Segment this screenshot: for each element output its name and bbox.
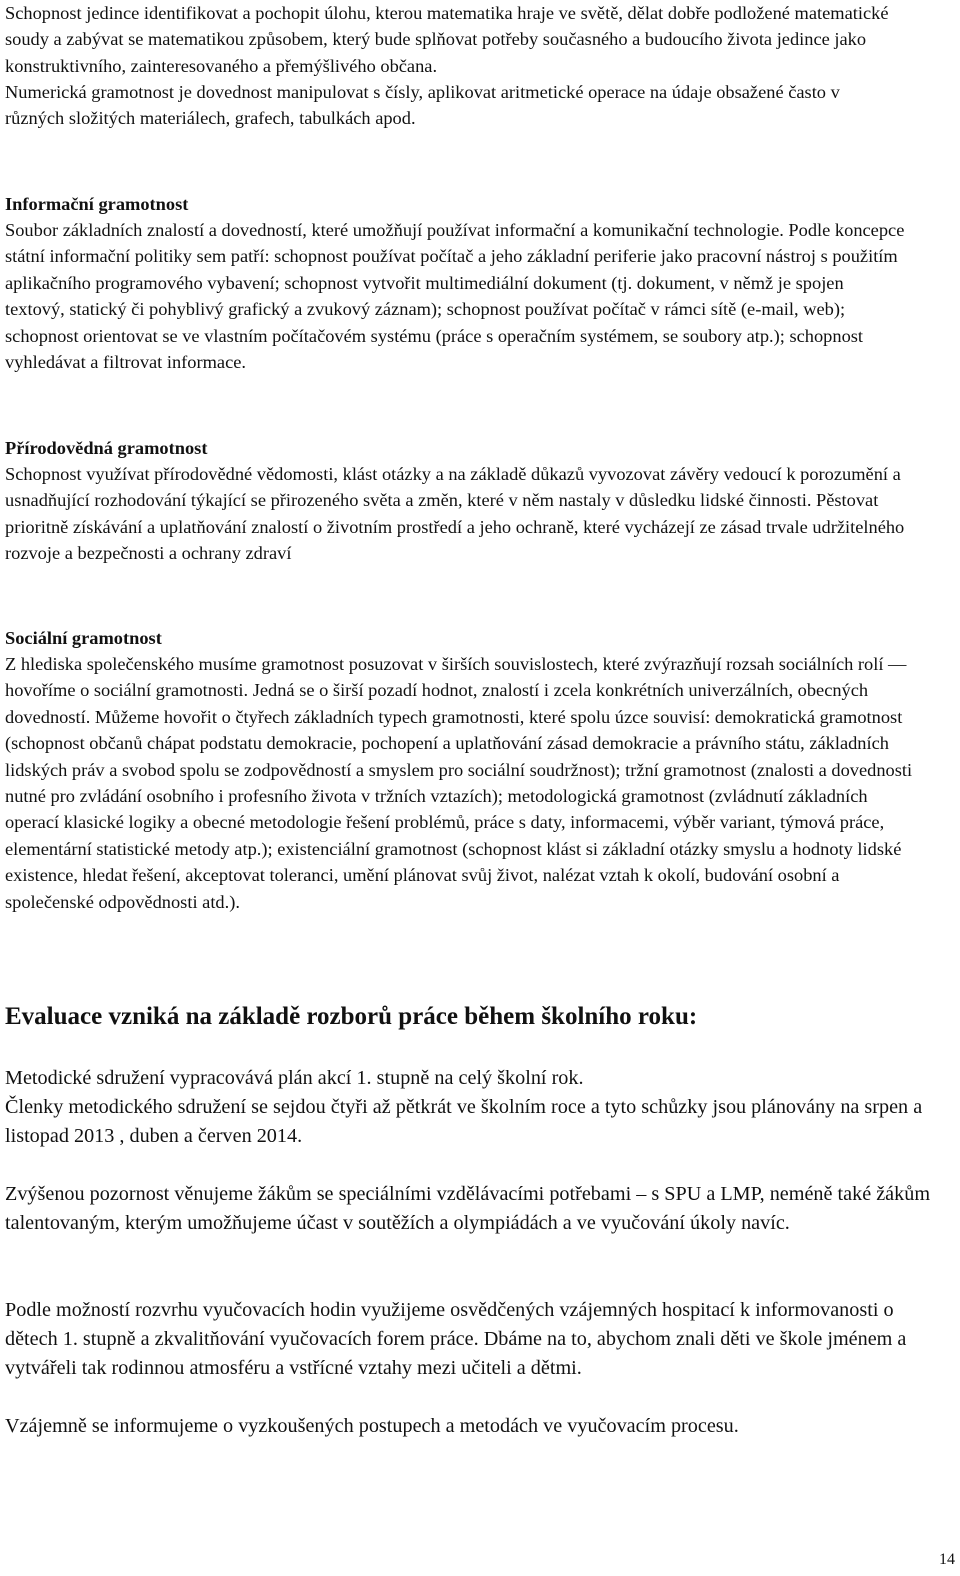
informacni-paragraph: Soubor základních znalostí a dovedností, které umožňují používat informační a komunikační technologie. Podle koncepce státní informační politiky sem patří: schopnost používat počítač a jeho základní periferie jako pracovní nástroj s použitím aplikačního programového vybavení; schopnost vytvořit multimediální dokument (tj. dokument, v němž je spojen textový, statický či pohyblivý grafický a zvukový záznam); schopnost používat počítač v rámci sítě (e-mail, web); schopnost orientovat se ve vlastním počítačovém systému (práce s operačním systémem, se soubory atp.); schopnost vyhledávat a filtrovat informace.: [5, 220, 905, 373]
informacni-heading: Informační gramotnost: [5, 194, 189, 214]
prirodovedna-heading: Přírodovědná gramotnost: [5, 438, 208, 458]
evaluace-paragraph-1: Metodické sdružení vypracovává plán akcí 1. stupně na celý školní rok.: [5, 1067, 584, 1089]
evaluace-heading: Evaluace vzniká na základě rozborů práce během školního roku:: [5, 1003, 698, 1030]
socialni-paragraph: Z hlediska společenského musíme gramotnost posuzovat v širších souvislostech, které zvýrazňují rozsah sociálních rolí — hovoříme o sociální gramotnosti. Jedná se o širší pozadí hodnot, znalostí i zcela konkrétních univerzálních, obecných dovedností. Můžeme hovořit o čtyřech základních typech gramotnosti, které spolu úzce souvisí: demokratická gramotnost (schopnost občanů chápat podstatu demokracie, pochopení a uplatňování zásad demokracie a právního státu, základních lidských práv a svobod spolu se zodpovědností a smyslem pro sociální soudržnost); tržní gramotnost (znalosti a dovednosti nutné pro zvládání osobního i profesního života v tržních vztazích); metodologická gramotnost (zvládnutí základních operací klasické logiky a obecné metodologie řešení problémů, práce s daty, informacemi, výběr variant, týmová práce, elementární statistické metody atp.); existenciální gramotnost (schopnost klást si základní otázky smyslu a hodnoty lidské existence, hledat řešení, akceptovat toleranci, umění plánovat svůj život, nalézat vztah k okolí, budování osobní a společenské odpovědnosti atd.).: [5, 654, 913, 912]
numeric-literacy-paragraph: Numerická gramotnost je dovednost manipulovat s čísly, aplikovat aritmetické operace na údaje obsažené často v různých složitých materiálech, grafech, tabulkách apod.: [5, 82, 840, 129]
socialni-heading: Sociální gramotnost: [5, 628, 162, 648]
intro-paragraph: Schopnost jedince identifikovat a pochopit úlohu, kterou matematika hraje ve světě, dělat dobře podložené matematické soudy a zabývat se matematikou způsobem, který bude splňovat potřeby současného a budoucího života jedince jako konstruktivního, zainteresovaného a přemýšlivého občana.: [5, 3, 889, 76]
evaluace-paragraph-2: Členky metodického sdružení se sejdou čtyři až pětkrát ve školním roce a tyto schůzky jsou plánovány na srpen a listopad 2013 , duben a červen 2014.: [5, 1096, 923, 1147]
prirodovedna-paragraph: Schopnost využívat přírodovědné vědomosti, klást otázky a na základě důkazů vyvozovat závěry vedoucí k porozumění a usnadňující rozhodování týkající se přirozeného světa a změn, které v něm nastaly v důsledku lidské činnosti. Pěstovat prioritně získávání a uplatňování znalostí o životním prostředí a jeho ochraně, které vycházejí ze zásad trvale udržitelného rozvoje a bezpečnosti a ochrany zdraví: [5, 464, 905, 564]
evaluace-paragraph-5: Vzájemně se informujeme o vyzkoušených postupech a metodách ve vyučovacím procesu.: [5, 1415, 739, 1437]
evaluace-paragraph-4: Podle možností rozvrhu vyučovacích hodin využijeme osvědčených vzájemných hospitací k informovanosti o dětech 1. stupně a zkvalitňování vyučovacích forem práce. Dbáme na to, abychom znali děti ve škole jménem a vytvářeli tak rodinnou atmosféru a vstřícné vztahy mezi učiteli a dětmi.: [5, 1299, 907, 1379]
evaluace-paragraph-3: Zvýšenou pozornost věnujeme žákům se speciálními vzdělávacími potřebami – s SPU a LMP, neméně také žákům talentovaným, kterým umožňujeme účast v soutěžích a olympiádách a ve vyučování úkoly navíc.: [5, 1183, 931, 1234]
page-number: 14: [939, 1551, 955, 1568]
